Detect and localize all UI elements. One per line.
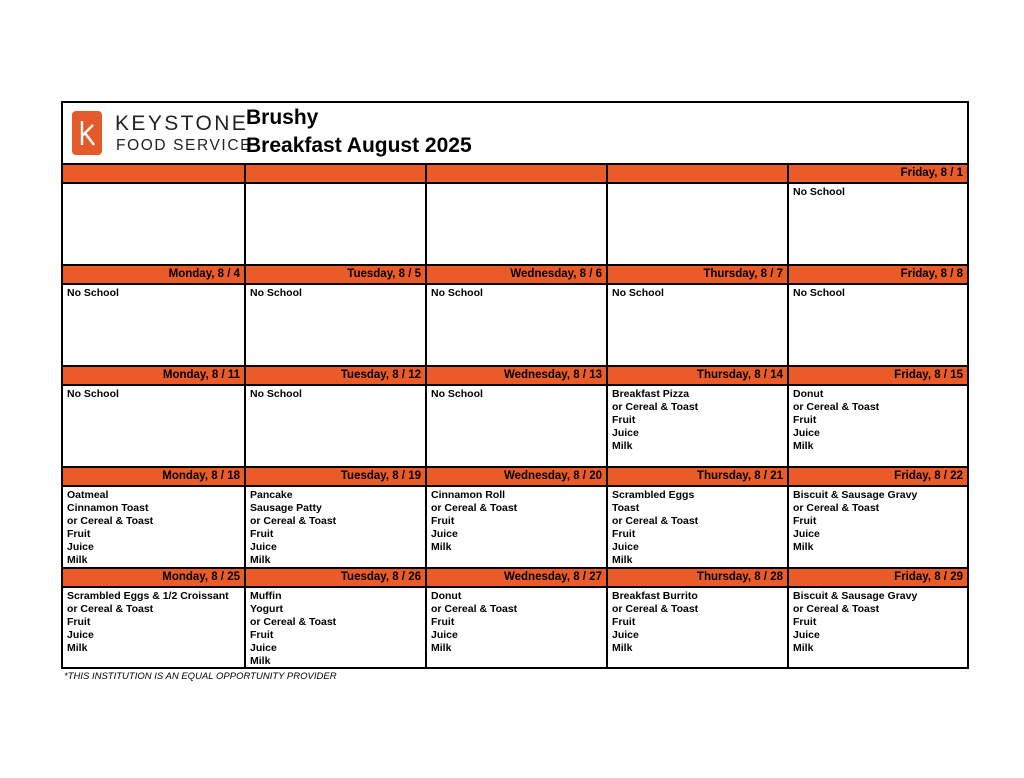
keystone-logo-icon — [72, 111, 102, 155]
menu-item: Juice — [793, 427, 820, 440]
day-menu — [246, 588, 425, 671]
school-name: Brushy — [246, 106, 319, 129]
menu-item: Juice — [612, 629, 639, 642]
menu-item: Biscuit & Sausage Gravy — [793, 590, 918, 602]
menu-item: or Cereal & Toast — [612, 515, 699, 528]
menu-item: Juice — [250, 642, 277, 655]
menu-item: No School — [250, 388, 302, 400]
menu-item: Muffin — [250, 590, 282, 602]
menu-item: Juice — [612, 541, 639, 554]
day-menu — [246, 386, 425, 403]
day-header: Wednesday, 8 / 20 — [427, 468, 606, 487]
menu-item: Milk — [612, 554, 633, 567]
day-cell — [787, 165, 967, 264]
day-header: Wednesday, 8 / 27 — [427, 569, 606, 588]
menu-item: Fruit — [793, 414, 817, 427]
day-cell — [425, 569, 606, 668]
menu-item: Milk — [612, 642, 633, 655]
day-menu — [427, 588, 606, 657]
day-menu — [63, 386, 244, 403]
footnote: *THIS INSTITUTION IS AN EQUAL OPPORTUNITY PROVIDER — [64, 671, 337, 682]
menu-item: Fruit — [67, 616, 91, 629]
day-menu — [789, 588, 967, 657]
menu-item: Fruit — [612, 616, 636, 629]
menu-item: No School — [67, 388, 119, 400]
day-header — [63, 165, 244, 184]
day-menu — [63, 285, 244, 302]
menu-item: Fruit — [612, 528, 636, 541]
day-cell — [244, 165, 425, 264]
menu-item: or Cereal & Toast — [250, 515, 337, 528]
day-header: Thursday, 8 / 14 — [608, 367, 787, 386]
day-menu — [246, 184, 425, 188]
day-cell — [606, 266, 787, 365]
week-row — [63, 365, 967, 466]
day-menu — [608, 184, 787, 188]
day-header: Monday, 8 / 25 — [63, 569, 244, 588]
menu-item: Yogurt — [250, 603, 284, 616]
day-menu — [63, 588, 244, 657]
menu-item: Juice — [793, 528, 820, 541]
day-header: Tuesday, 8 / 19 — [246, 468, 425, 487]
menu-item: Fruit — [250, 629, 274, 642]
menu-item: Milk — [793, 440, 814, 453]
day-header: Friday, 8 / 1 — [789, 165, 967, 184]
menu-item: Milk — [431, 642, 452, 655]
day-menu — [427, 285, 606, 302]
day-header: Monday, 8 / 4 — [63, 266, 244, 285]
day-menu — [789, 184, 967, 201]
day-menu — [246, 285, 425, 302]
menu-item: Juice — [793, 629, 820, 642]
day-header — [427, 165, 606, 184]
menu-item: Milk — [431, 541, 452, 554]
menu-item: Juice — [612, 427, 639, 440]
day-cell — [787, 266, 967, 365]
menu-item: Breakfast Burrito — [612, 590, 698, 602]
menu-item: or Cereal & Toast — [67, 515, 154, 528]
day-menu — [246, 487, 425, 570]
day-menu — [427, 487, 606, 556]
menu-item: Milk — [793, 541, 814, 554]
menu-sheet — [61, 101, 969, 669]
day-cell — [606, 367, 787, 466]
day-cell — [63, 569, 244, 668]
day-header: Thursday, 8 / 21 — [608, 468, 787, 487]
day-header: Thursday, 8 / 28 — [608, 569, 787, 588]
week-row — [63, 163, 967, 264]
menu-item: Fruit — [793, 616, 817, 629]
menu-item: No School — [793, 287, 845, 299]
day-header — [608, 165, 787, 184]
menu-item: No School — [250, 287, 302, 299]
day-cell — [244, 367, 425, 466]
day-cell — [244, 569, 425, 668]
menu-item: Cinnamon Toast — [67, 502, 149, 515]
menu-item: Fruit — [250, 528, 274, 541]
day-cell — [244, 468, 425, 567]
menu-item: or Cereal & Toast — [67, 603, 154, 616]
brand-subtitle: FOOD SERVICE — [116, 137, 253, 154]
menu-item: Juice — [67, 629, 94, 642]
day-header: Wednesday, 8 / 6 — [427, 266, 606, 285]
day-cell — [606, 468, 787, 567]
day-cell — [425, 367, 606, 466]
day-header: Tuesday, 8 / 12 — [246, 367, 425, 386]
menu-item: Juice — [431, 629, 458, 642]
day-header: Friday, 8 / 29 — [789, 569, 967, 588]
day-menu — [63, 184, 244, 188]
day-cell — [606, 569, 787, 668]
day-header: Monday, 8 / 18 — [63, 468, 244, 487]
menu-title: Breakfast August 2025 — [246, 134, 472, 157]
day-header — [246, 165, 425, 184]
menu-item: Milk — [250, 554, 271, 567]
day-cell — [425, 468, 606, 567]
menu-item: or Cereal & Toast — [250, 616, 337, 629]
day-cell — [63, 266, 244, 365]
menu-item: Oatmeal — [67, 489, 109, 501]
brand-name: KEYSTONE — [115, 112, 249, 135]
menu-item: Fruit — [793, 515, 817, 528]
menu-item: No School — [431, 388, 483, 400]
day-menu — [608, 588, 787, 657]
menu-item: Fruit — [612, 414, 636, 427]
menu-item: No School — [67, 287, 119, 299]
calendar-grid — [63, 163, 967, 667]
menu-item: Fruit — [431, 515, 455, 528]
day-menu — [789, 386, 967, 455]
day-cell — [606, 165, 787, 264]
day-header: Wednesday, 8 / 13 — [427, 367, 606, 386]
day-menu — [608, 487, 787, 570]
menu-item: No School — [793, 186, 845, 198]
day-header: Friday, 8 / 15 — [789, 367, 967, 386]
day-cell — [787, 468, 967, 567]
menu-item: or Cereal & Toast — [793, 603, 880, 616]
menu-item: Juice — [67, 541, 94, 554]
menu-header — [63, 103, 967, 163]
menu-item: Milk — [793, 642, 814, 655]
menu-item: or Cereal & Toast — [793, 401, 880, 414]
menu-item: Fruit — [67, 528, 91, 541]
week-row — [63, 264, 967, 365]
day-header: Friday, 8 / 22 — [789, 468, 967, 487]
day-header: Monday, 8 / 11 — [63, 367, 244, 386]
day-header: Thursday, 8 / 7 — [608, 266, 787, 285]
menu-item: No School — [612, 287, 664, 299]
menu-item: Biscuit & Sausage Gravy — [793, 489, 918, 501]
day-menu — [63, 487, 244, 570]
day-menu — [789, 285, 967, 302]
menu-item: No School — [431, 287, 483, 299]
day-header: Tuesday, 8 / 5 — [246, 266, 425, 285]
day-header: Friday, 8 / 8 — [789, 266, 967, 285]
menu-item: Milk — [67, 642, 88, 655]
day-menu — [608, 285, 787, 302]
menu-item: Milk — [67, 554, 88, 567]
menu-item: or Cereal & Toast — [612, 401, 699, 414]
menu-item: or Cereal & Toast — [612, 603, 699, 616]
day-cell — [787, 569, 967, 668]
menu-item: or Cereal & Toast — [431, 502, 518, 515]
day-cell — [787, 367, 967, 466]
menu-item: Sausage Patty — [250, 502, 322, 515]
menu-item: or Cereal & Toast — [793, 502, 880, 515]
day-menu — [789, 487, 967, 556]
day-cell — [425, 165, 606, 264]
day-menu — [427, 184, 606, 188]
menu-item: Juice — [250, 541, 277, 554]
menu-item: Scrambled Eggs — [612, 489, 695, 501]
day-cell — [425, 266, 606, 365]
menu-item: Toast — [612, 502, 640, 515]
menu-item: Scrambled Eggs & 1/2 Croissant — [67, 590, 229, 602]
menu-item: Pancake — [250, 489, 293, 501]
menu-item: Donut — [431, 590, 462, 602]
menu-item: or Cereal & Toast — [431, 603, 518, 616]
menu-item: Breakfast Pizza — [612, 388, 690, 400]
menu-item: Fruit — [431, 616, 455, 629]
day-cell — [63, 367, 244, 466]
menu-item: Milk — [250, 655, 271, 668]
menu-item: Donut — [793, 388, 824, 400]
menu-item: Milk — [612, 440, 633, 453]
day-cell — [63, 468, 244, 567]
week-row — [63, 466, 967, 567]
menu-item: Juice — [431, 528, 458, 541]
day-menu — [608, 386, 787, 455]
day-cell — [63, 165, 244, 264]
day-header: Tuesday, 8 / 26 — [246, 569, 425, 588]
day-cell — [244, 266, 425, 365]
week-row — [63, 567, 967, 668]
day-menu — [427, 386, 606, 403]
menu-item: Cinnamon Roll — [431, 489, 506, 501]
